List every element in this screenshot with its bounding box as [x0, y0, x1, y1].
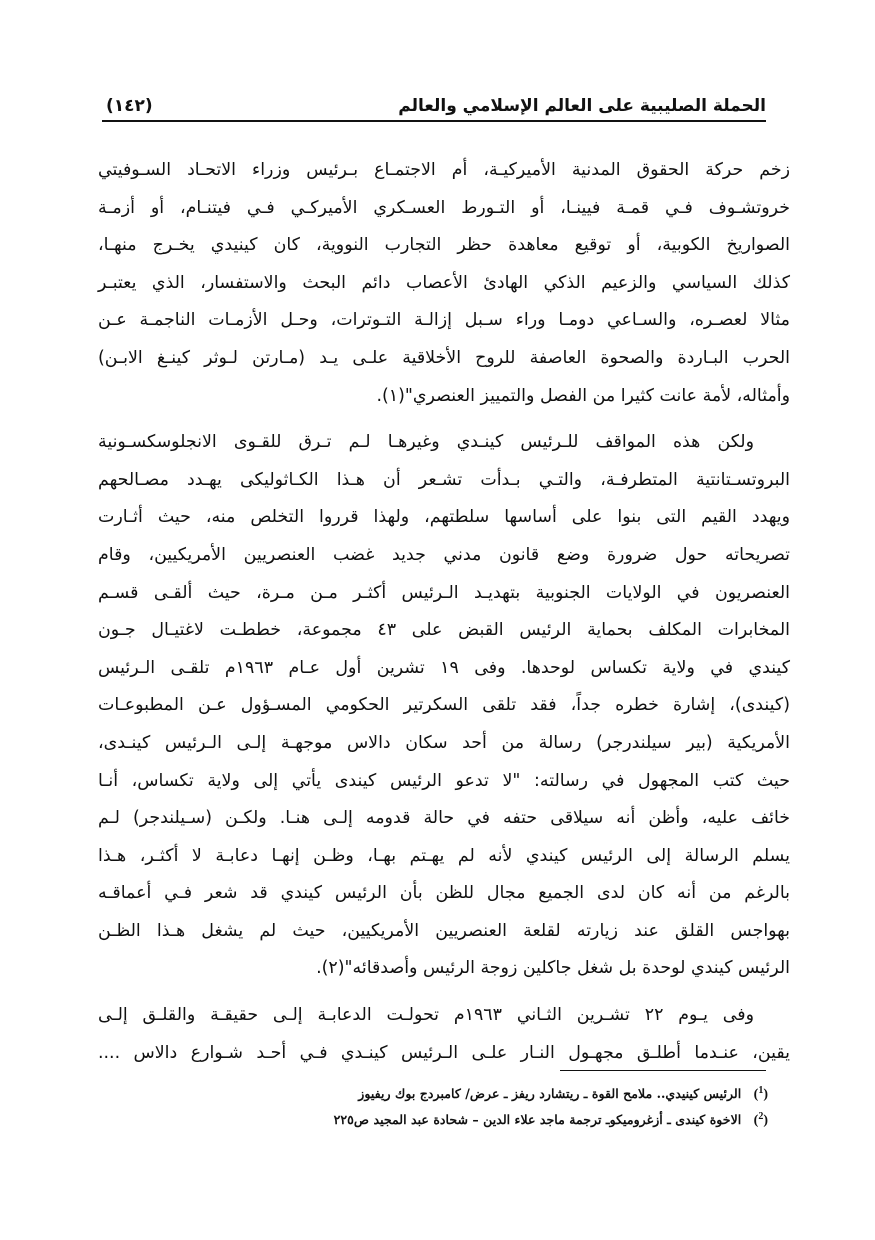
- footnote-1: [200, 1080, 768, 1106]
- text-line: العنصريون في الولايات الجنوبية بتهديـد الـرئيس أكثـر مـن مـرة، حيث ألقـى قسـم: [98, 582, 790, 603]
- page-number: (١٤٢): [106, 96, 153, 116]
- text-line: مثالا لعصـره، والسـاعي دومـا وراء سـبل إزالـة التـوترات، وحـل الأزمـات الناجمـة عـن: [98, 310, 790, 331]
- text-line: تصريحاته حول ضرورة وضع قانون مدني جديد غضب العنصريين الأمريكيين، وقام: [98, 544, 790, 565]
- text-line: الحرب البـاردة والصحوة العاصفة للروح الأخلاقية علـى يـد (مـارتن لـوثر كينـغ الابـن): [98, 347, 790, 368]
- footnote-2: [200, 1106, 768, 1132]
- body-text: [98, 152, 790, 1072]
- text-line: يقين، عنـدما أطلـق مجهـول النـار علـى الـرئيس كينـدي فـي أحـد شـوارع دالاس ....: [98, 1042, 790, 1063]
- text-line: كذلك السياسي والزعيم الذكي الهادئ الأعصاب دائم البحث والاستفسار، الذي يعتبـر: [98, 272, 790, 293]
- text-line: بهواجس القلق عند زيارته لقلعة العنصريين الأمريكيين، حيث لم يشغل هـذا الظـن: [98, 920, 790, 941]
- text-line: الصواريخ الكوبية، أو توقيع معاهدة حظر التجارب النووية، كان كينيدي يخـرج منهـا،: [98, 235, 790, 256]
- text-line: حيث كتب المجهول في رسالته: "لا تدعو الرئيس كيندى يأتي إلى ولاية تكساس، أنـا: [98, 770, 790, 791]
- text-line: البروتسـتانتية المتطرفـة، والتـي بـدأت تشـعر أن هـذا الكـاثوليكى يهـدد مصـالحهم: [98, 469, 790, 490]
- text-line: (كيندى)، إشارة خطره جداً، فقد تلقى السكرتير الحكومي المسـؤول عـن المطبوعـات: [98, 695, 790, 716]
- footnote-separator: [560, 1070, 766, 1071]
- text-line: بالرغم من أنه كان لدى الجميع مجال للظن بأن الرئيس كيندي قد شعر فـي أعماقـه: [98, 883, 790, 904]
- paragraph-3: [98, 997, 790, 1072]
- footnote-text: الرئيس كينيدي.. ملامح القوة ـ ريتشارد ريفز ـ عرض/ كامبردج بوك ريفيوز: [358, 1086, 742, 1101]
- footnote-marker: ($^2$): [753, 1111, 768, 1128]
- footnote-marker: ($^1$): [753, 1085, 768, 1102]
- footnotes: [200, 1080, 768, 1132]
- text-line: ولكن هذه المواقف للـرئيس كينـدي وغيرهـا لـم تـرق للقـوى الانجلوسكسـونية: [98, 432, 754, 453]
- text-line: وفى يـوم ٢٢ تشـرين الثـاني ١٩٦٣م تحولـت الدعابـة إلـى حقيقـة والقلـق إلـى: [98, 1005, 754, 1026]
- text-line: ويهدد القيم التى بنوا على أساسها سلطتهم، ولهذا قرروا التخلص منه، حيث أثـارت: [98, 507, 790, 528]
- text-line: كيندي في ولاية تكساس لوحدها. وفى ١٩ تشرين أول عـام ١٩٦٣م تلقـى الـرئيس: [98, 657, 791, 678]
- book-title: الحملة الصليبية على العالم الإسلامي والعالم: [398, 96, 766, 116]
- text-line: الأمريكية (بير سيلندرجر) رسالة من أحد سكان دالاس موجهـة إلـى الـرئيس كينـدى،: [98, 732, 790, 753]
- footnote-text: الاخوة كيندى ـ أزغروميكوـ ترجمة ماجد علاء الدين – شحادة عبد المجيد ص٢٢٥: [333, 1112, 742, 1127]
- paragraph-1: [98, 152, 790, 415]
- text-line: زخم حركة الحقوق المدنية الأميركيـة، أم الاجتمـاع بـرئيس وزراء الاتحـاد السـوفيتي: [98, 160, 790, 180]
- text-line: يسلم الرسالة إلى الرئيس كيندي لأنه لم يهـتم بهـا، وظـن إنهـا دعابـة لا أكثـر، هـذا: [98, 845, 790, 866]
- text-line: خائف عليه، وأظن أنه سيلاقى حتفه في حالة قدومه إلـى هنـا. ولكـن (سـيلندجر) لـم: [98, 808, 790, 829]
- text-line: الرئيس كيندي لوحدة بل شغل جاكلين زوجة الرئيس وأصدقائه"(٢).: [316, 958, 790, 979]
- text-line: المخابرات المكلف بحماية الرئيس القبض على ٤٣ مجموعة، خططـت لاغتيـال جـون: [98, 620, 790, 641]
- paragraph-2: [98, 424, 790, 988]
- text-line: خروتشـوف فـي قمـة فيينـا، أو التـورط العسـكري الأميركـي فـي فيتنـام، أو أزمـة: [98, 197, 790, 218]
- text-line: وأمثاله، لأمة عانت كثيرا من الفصل والتمييز العنصري"(١).: [376, 385, 790, 406]
- running-header: [102, 88, 766, 122]
